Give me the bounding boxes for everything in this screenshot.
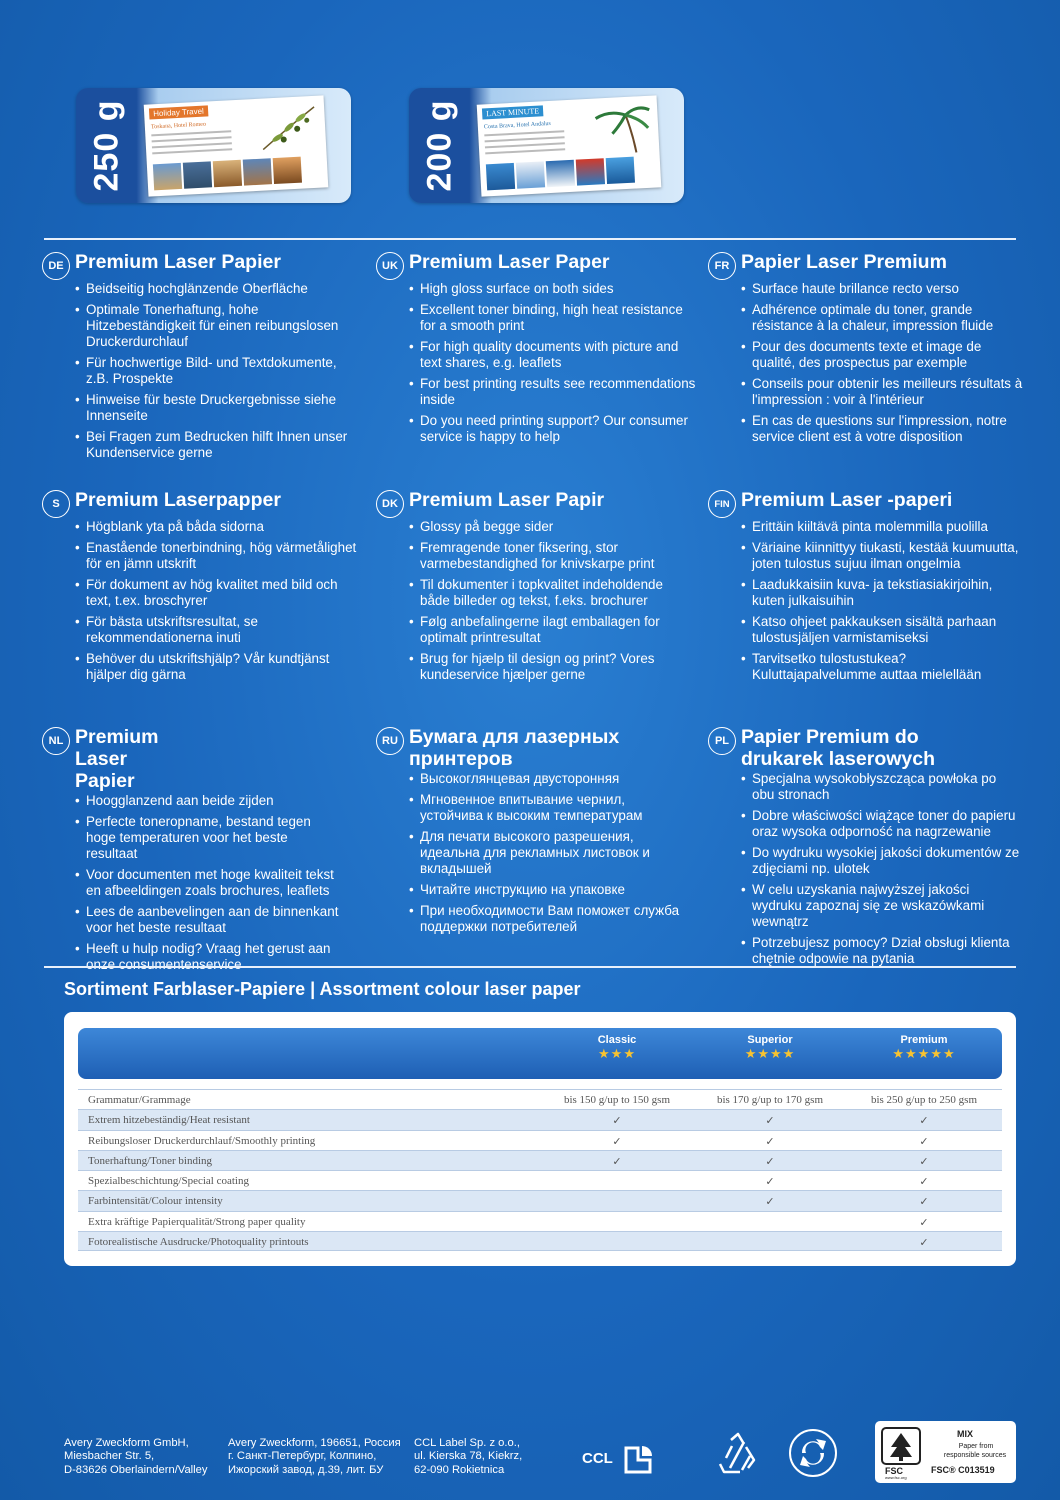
list-item: • Heeft u hulp nodig? Vraag het gerust aan onze consumentenservice (75, 941, 342, 973)
list-item: • En cas de questions sur l'impression, notre service client est à votre disposition (741, 413, 1028, 445)
list-item: • Erittäin kiiltävä pinta molemmilla puolilla (741, 519, 1028, 535)
block-title: Premium Laser -paperi (741, 489, 953, 511)
recycling-icon (714, 1430, 762, 1478)
ccl-logo-icon: CCL (582, 1442, 662, 1476)
list-item: • Fremragende toner fiksering, stor varmebestandighed for knivskarpe print (409, 540, 696, 572)
cell-classic: bis 150 g/up to 150 gsm (563, 1094, 671, 1106)
lang-code-badge: NL (42, 727, 70, 755)
sample-print-thumbnail (144, 95, 329, 196)
table-row (78, 1170, 1002, 1190)
fsc-label: FSC www.fsc.org MIX Paper from responsible sources FSC® C013519 (875, 1421, 1016, 1483)
table-row (78, 1150, 1002, 1170)
table-row (78, 1190, 1002, 1210)
cell-premium: ✓ (919, 1216, 929, 1229)
cell-superior: ✓ (765, 1155, 775, 1168)
block-title: Premium Laser Papier (75, 251, 281, 273)
list-item: • Brug for hjælp til design og print? Vores kundeservice hjælper gerne (409, 651, 696, 683)
row-label: Reibungsloser Druckerdurchlauf/Smoothly printing (88, 1134, 316, 1147)
star-rating: ★★★★★ (892, 1046, 956, 1061)
paper-card-250 (76, 88, 351, 203)
star-rating: ★★★★ (744, 1046, 796, 1061)
olive-branch-icon (256, 102, 321, 157)
list-item: • Optimale Tonerhaftung, hohe Hitzebeständigkeit für einen reibungslosen Druckerdurchlauf (75, 302, 362, 350)
lang-block-fin (708, 489, 1028, 688)
list-item: • Katso ohjeet pakkauksen sisältä parhaan tulostusjäljen varmistamiseksi (741, 614, 1028, 646)
cell-premium: ✓ (919, 1196, 929, 1209)
list-item: • Do wydruku wysokiej jakości dokumentów ze zdjęciami np. ulotek (741, 845, 1020, 877)
list-item: • Behöver du utskriftshjälp? Vår kundtjänst hjälper dig gärna (75, 651, 362, 683)
assortment-title: Sortiment Farblaser-Papiere | Assortment colour laser paper (64, 979, 581, 999)
tier-name: Superior (747, 1034, 793, 1046)
list-item: • Excellent toner binding, high heat resistance for a smooth print (409, 302, 696, 334)
list-item: • Voor documenten met hoge kwaliteit tekst en afbeeldingen zoals brochures, leaflets (75, 867, 342, 899)
list-item: • High gloss surface on both sides (409, 281, 696, 297)
thumb-subtitle: Costa Brava, Hotel Andalus (483, 120, 551, 131)
list-item: • Für hochwertige Bild- und Textdokumente, z.B. Prospekte (75, 355, 362, 387)
list-item: • Surface haute brillance recto verso (741, 281, 1028, 297)
lang-code-badge: DE (42, 252, 70, 280)
list-item: • Bei Fragen zum Bedrucken hilft Ihnen unser Kundenservice gerne (75, 429, 362, 461)
address-poland: CCL Label Sp. z o.o., ul. Kierska 78, Kiekrz, 62-090 Rokietnica (414, 1437, 523, 1476)
lang-code-badge: FR (708, 252, 736, 280)
cell-classic: ✓ (612, 1135, 622, 1148)
list-item: • Hinweise für beste Druckergebnisse siehe Innenseite (75, 392, 362, 424)
lang-block-pl (708, 726, 1020, 972)
list-item: • Følg anbefalingerne ilagt emballagen for optimalt printresultat (409, 614, 696, 646)
block-title: Papier Premium do drukarek laserowych (741, 726, 936, 770)
list-item: • Enastående tonerbindning, hög värmetålighet för en jämn utskrift (75, 540, 362, 572)
lang-block-dk (376, 489, 696, 688)
paper-card-200 (409, 88, 684, 203)
table-row (78, 1231, 1002, 1251)
assortment-table (64, 1012, 1016, 1266)
address-germany: Avery Zweckform GmbH, Miesbacher Str. 5, D-83626 Oberlaindern/Valley (64, 1437, 208, 1476)
block-title: Бумага для лазерных принтеров (409, 726, 620, 770)
address-russia: Avery Zweckform, 196651, Россия г. Санкт-Петербург, Колпино, Ижорский завод, д.39, лит. БУ (228, 1437, 401, 1476)
block-title: Premium Laser Papir (409, 489, 605, 511)
table-header-bar (78, 1028, 1002, 1079)
lang-code-badge: RU (376, 727, 404, 755)
lang-block-uk (376, 251, 696, 450)
list-item: • Adhérence optimale du toner, grande résistance à la chaleur, impression fluide (741, 302, 1028, 334)
list-item: • Hoogglanzend aan beide zijden (75, 793, 342, 809)
cell-premium: ✓ (919, 1115, 929, 1128)
list-item: • Для печати высокого разрешения, идеальна для рекламных листовок и вкладышей (409, 829, 681, 877)
lang-block-s (42, 489, 362, 688)
top-divider (44, 238, 1016, 240)
cell-premium: bis 250 g/up to 250 gsm (870, 1094, 978, 1106)
list-item: • Высокоглянцевая двусторонняя (409, 771, 681, 787)
table-row (78, 1211, 1002, 1231)
list-item: • Pour des documents texte et image de qualité, des prospectus par exemple (741, 339, 1028, 371)
row-label: Farbintensität/Colour intensity (88, 1195, 223, 1208)
lang-block-nl (42, 726, 342, 978)
list-item: • Читайте инструкцию на упаковке (409, 882, 681, 898)
list-item: • Conseils pour obtenir les meilleurs résultats à l'impression : voir à l'intérieur (741, 376, 1028, 408)
palm-tree-icon (589, 102, 654, 157)
cell-superior: ✓ (765, 1135, 775, 1148)
block-title: Papier Laser Premium (741, 251, 947, 273)
list-item: • Perfecte toneropname, bestand tegen hoge temperaturen voor het beste resultaat (75, 814, 342, 862)
mid-divider (44, 966, 1016, 968)
tier-classic (547, 1034, 687, 1061)
list-item: • Väriaine kiinnittyy tiukasti, kestää kuumuutta, joten tulostus sujuu ilman ongelmia (741, 540, 1028, 572)
list-item: • Do you need printing support? Our consumer service is happy to help (409, 413, 696, 445)
list-item: • Lees de aanbevelingen aan de binnenkant voor het beste resultaat (75, 904, 342, 936)
list-item: • Potrzebujesz pomocy? Dział obsługi klienta chętnie odpowie na pytania (741, 935, 1020, 967)
list-item: • For best printing results see recommendations inside (409, 376, 696, 408)
green-dot-icon (788, 1428, 838, 1478)
lang-code-badge: S (42, 490, 70, 518)
block-title: Premium Laser Paper (409, 251, 610, 273)
row-label: Spezialbeschichtung/Special coating (88, 1175, 249, 1188)
tier-name: Premium (900, 1034, 948, 1046)
cell-premium: ✓ (919, 1155, 929, 1168)
tier-premium (854, 1034, 994, 1061)
list-item: • Specjalna wysokobłyszcząca powłoka po obu stronach (741, 771, 1020, 803)
thumb-subtitle: Toskana, Hotel Romeo (150, 121, 207, 131)
cell-superior: ✓ (765, 1196, 775, 1209)
list-item: • При необходимости Вам поможет служба поддержки потребителей (409, 903, 681, 935)
row-label: Grammatur/Grammage (88, 1094, 191, 1106)
cell-premium: ✓ (919, 1176, 929, 1189)
list-item: • For high quality documents with picture and text shares, e.g. leaflets (409, 339, 696, 371)
lang-block-de (42, 251, 362, 466)
cell-superior: bis 170 g/up to 170 gsm (716, 1094, 824, 1106)
list-item: • Мгновенное впитывание чернил, устойчива к высоким температурам (409, 792, 681, 824)
row-label: Extrem hitzebeständig/Heat resistant (88, 1114, 250, 1127)
lang-code-badge: FIN (708, 490, 736, 518)
sample-print-thumbnail (477, 95, 662, 196)
thumb-title: Holiday Travel (149, 105, 208, 119)
gram-label: 200 g (420, 99, 459, 192)
cell-superior: ✓ (765, 1115, 775, 1128)
lang-code-badge: UK (376, 252, 404, 280)
list-item: • W celu uzyskania najwyższej jakości wydruku zapoznaj się ze wskazówkami wewnątrz (741, 882, 1020, 930)
list-item: • Glossy på begge sider (409, 519, 696, 535)
row-label: Extra kräftige Papierqualität/Strong paper quality (88, 1215, 306, 1228)
list-item: • Högblank yta på båda sidorna (75, 519, 362, 535)
list-item: • Dobre właściwości wiążące toner do papieru oraz wysoka odporność na nagrzewanie (741, 808, 1020, 840)
cell-superior: ✓ (765, 1176, 775, 1189)
list-item: • Laadukkaisiin kuva- ja tekstiasiakirjoihin, kuten julkaisuihin (741, 577, 1028, 609)
thumb-title: LAST MINUTE (482, 105, 543, 119)
block-title: Premium Laserpapper (75, 489, 281, 511)
table-row (78, 1109, 1002, 1129)
fsc-tree-icon (881, 1427, 921, 1465)
lang-block-ru (376, 726, 681, 940)
lang-code-badge: DK (376, 490, 404, 518)
list-item: • För dokument av hög kvalitet med bild och text, t.ex. broschyrer (75, 577, 362, 609)
star-rating: ★★★ (598, 1046, 636, 1061)
row-label: Tonerhaftung/Toner binding (88, 1154, 213, 1167)
lang-code-badge: PL (708, 727, 736, 755)
gram-label: 250 g (87, 99, 126, 192)
table-row (78, 1130, 1002, 1150)
list-item: • Tarvitsetko tulostustukea? Kuluttajapalvelumme auttaa mielellään (741, 651, 1028, 683)
tier-name: Classic (597, 1034, 637, 1046)
list-item: • För bästa utskriftsresultat, se rekommendationerna inuti (75, 614, 362, 646)
row-label: Fotorealistische Ausdrucke/Photoquality printouts (88, 1236, 309, 1249)
lang-block-fr (708, 251, 1028, 450)
cell-classic: ✓ (612, 1155, 622, 1168)
cell-premium: ✓ (919, 1135, 929, 1148)
block-title: Premium Laser Papier (75, 726, 159, 792)
tier-superior (700, 1034, 840, 1061)
list-item: • Beidseitig hochglänzende Oberfläche (75, 281, 362, 297)
list-item: • Til dokumenter i topkvalitet indeholdende både billeder og tekst, f.eks. brochurer (409, 577, 696, 609)
cell-premium: ✓ (919, 1237, 929, 1250)
table-row (78, 1089, 1002, 1109)
cell-classic: ✓ (612, 1115, 622, 1128)
